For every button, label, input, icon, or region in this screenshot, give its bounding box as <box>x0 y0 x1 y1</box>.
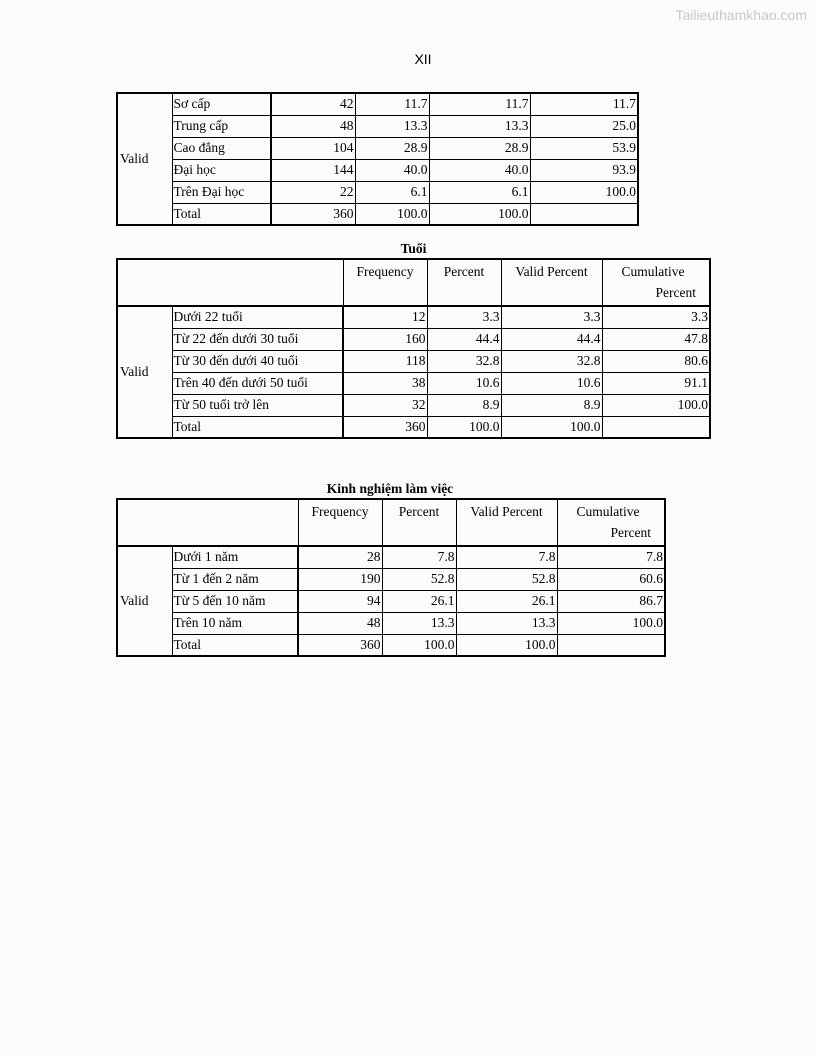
cumulative-percent-cell: 7.8 <box>557 546 665 568</box>
row-label: Từ 22 đến dưới 30 tuổi <box>172 328 343 350</box>
row-label: Total <box>172 634 298 656</box>
cumulative-percent-cell: 60.6 <box>557 568 665 590</box>
valid-percent-cell: 13.3 <box>456 612 557 634</box>
valid-percent-cell: 28.9 <box>429 137 530 159</box>
valid-percent-cell: 52.8 <box>456 568 557 590</box>
header-valid-percent: Valid Percent <box>501 259 602 306</box>
header-cumulative-percent <box>602 259 710 306</box>
table-row <box>117 394 710 416</box>
header-frequency: Frequency <box>343 259 427 306</box>
cumulative-percent-cell: 91.1 <box>602 372 710 394</box>
percent-cell: 26.1 <box>382 590 456 612</box>
row-label: Dưới 1 năm <box>172 546 298 568</box>
table-row <box>117 115 638 137</box>
valid-percent-cell: 6.1 <box>429 181 530 203</box>
row-label: Sơ cấp <box>172 93 271 115</box>
valid-percent-cell: 8.9 <box>501 394 602 416</box>
frequency-cell: 360 <box>343 416 427 438</box>
frequency-cell: 160 <box>343 328 427 350</box>
percent-cell: 100.0 <box>382 634 456 656</box>
frequency-cell: 360 <box>271 203 355 225</box>
valid-percent-cell: 10.6 <box>501 372 602 394</box>
percent-cell: 100.0 <box>355 203 429 225</box>
header-frequency: Frequency <box>298 499 382 546</box>
frequency-cell: 32 <box>343 394 427 416</box>
row-label: Total <box>172 416 343 438</box>
row-label: Từ 1 đến 2 năm <box>172 568 298 590</box>
header-cumulative-line2: Percent <box>610 525 651 540</box>
row-group-label: Valid <box>117 306 172 438</box>
experience-table <box>116 498 666 657</box>
table-row <box>117 350 710 372</box>
education-table <box>116 92 639 226</box>
frequency-cell: 94 <box>298 590 382 612</box>
header-cumulative-percent <box>557 499 665 546</box>
cumulative-percent-cell: 100.0 <box>530 181 638 203</box>
percent-cell: 8.9 <box>427 394 501 416</box>
table-row <box>117 416 710 438</box>
frequency-cell: 190 <box>298 568 382 590</box>
percent-cell: 44.4 <box>427 328 501 350</box>
percent-cell: 52.8 <box>382 568 456 590</box>
frequency-cell: 48 <box>298 612 382 634</box>
frequency-cell: 12 <box>343 306 427 328</box>
percent-cell: 100.0 <box>427 416 501 438</box>
valid-percent-cell: 40.0 <box>429 159 530 181</box>
table-row <box>117 372 710 394</box>
table-row <box>117 590 665 612</box>
row-label: Trung cấp <box>172 115 271 137</box>
cumulative-percent-cell <box>530 203 638 225</box>
cumulative-percent-cell: 93.9 <box>530 159 638 181</box>
cumulative-percent-cell: 80.6 <box>602 350 710 372</box>
table-row <box>117 159 638 181</box>
cumulative-percent-cell: 11.7 <box>530 93 638 115</box>
experience-table-title: Kinh nghiệm làm việc <box>326 481 454 496</box>
frequency-cell: 360 <box>298 634 382 656</box>
cumulative-percent-cell: 100.0 <box>602 394 710 416</box>
percent-cell: 10.6 <box>427 372 501 394</box>
percent-cell: 13.3 <box>355 115 429 137</box>
valid-percent-cell: 32.8 <box>501 350 602 372</box>
row-label: Total <box>172 203 271 225</box>
cumulative-percent-cell: 3.3 <box>602 306 710 328</box>
cumulative-percent-cell: 47.8 <box>602 328 710 350</box>
header-blank <box>117 259 343 306</box>
cumulative-percent-cell <box>557 634 665 656</box>
header-valid-percent: Valid Percent <box>456 499 557 546</box>
row-group-label: Valid <box>117 546 172 656</box>
frequency-cell: 104 <box>271 137 355 159</box>
table-row <box>117 612 665 634</box>
header-cumulative-line1: Cumulative <box>621 264 685 279</box>
row-label: Đại học <box>172 159 271 181</box>
valid-percent-cell: 100.0 <box>429 203 530 225</box>
table-row <box>117 181 638 203</box>
table-row <box>117 137 638 159</box>
row-label: Cao đẳng <box>172 137 271 159</box>
frequency-cell: 22 <box>271 181 355 203</box>
table-row <box>117 568 665 590</box>
percent-cell: 11.7 <box>355 93 429 115</box>
frequency-cell: 118 <box>343 350 427 372</box>
table-row <box>117 546 665 568</box>
table-row <box>117 203 638 225</box>
row-label: Từ 50 tuổi trở lên <box>172 394 343 416</box>
valid-percent-cell: 44.4 <box>501 328 602 350</box>
cumulative-percent-cell: 100.0 <box>557 612 665 634</box>
age-table-title: Tuổi <box>400 241 427 256</box>
frequency-cell: 28 <box>298 546 382 568</box>
frequency-cell: 42 <box>271 93 355 115</box>
row-label: Trên 10 năm <box>172 612 298 634</box>
percent-cell: 40.0 <box>355 159 429 181</box>
percent-cell: 3.3 <box>427 306 501 328</box>
frequency-cell: 38 <box>343 372 427 394</box>
cumulative-percent-cell: 86.7 <box>557 590 665 612</box>
table-row <box>117 634 665 656</box>
header-blank <box>117 499 298 546</box>
cumulative-percent-cell: 25.0 <box>530 115 638 137</box>
valid-percent-cell: 3.3 <box>501 306 602 328</box>
row-label: Từ 5 đến 10 năm <box>172 590 298 612</box>
valid-percent-cell: 7.8 <box>456 546 557 568</box>
row-label: Trên 40 đến dưới 50 tuổi <box>172 372 343 394</box>
percent-cell: 28.9 <box>355 137 429 159</box>
valid-percent-cell: 26.1 <box>456 590 557 612</box>
header-cumulative-line1: Cumulative <box>576 504 640 519</box>
valid-percent-cell: 11.7 <box>429 93 530 115</box>
cumulative-percent-cell: 53.9 <box>530 137 638 159</box>
frequency-cell: 48 <box>271 115 355 137</box>
cumulative-percent-cell <box>602 416 710 438</box>
table-row <box>117 306 710 328</box>
valid-percent-cell: 100.0 <box>456 634 557 656</box>
table-row <box>117 93 638 115</box>
row-label: Dưới 22 tuổi <box>172 306 343 328</box>
row-group-label: Valid <box>117 93 172 225</box>
age-table <box>116 258 711 439</box>
row-label: Từ 30 đến dưới 40 tuổi <box>172 350 343 372</box>
watermark: Tailieuthamkhao.com <box>675 7 807 23</box>
page-number: XII <box>414 51 432 67</box>
table-row <box>117 328 710 350</box>
percent-cell: 7.8 <box>382 546 456 568</box>
valid-percent-cell: 100.0 <box>501 416 602 438</box>
header-percent: Percent <box>382 499 456 546</box>
row-label: Trên Đại học <box>172 181 271 203</box>
percent-cell: 6.1 <box>355 181 429 203</box>
valid-percent-cell: 13.3 <box>429 115 530 137</box>
percent-cell: 32.8 <box>427 350 501 372</box>
percent-cell: 13.3 <box>382 612 456 634</box>
frequency-cell: 144 <box>271 159 355 181</box>
header-percent: Percent <box>427 259 501 306</box>
header-cumulative-line2: Percent <box>655 285 696 300</box>
